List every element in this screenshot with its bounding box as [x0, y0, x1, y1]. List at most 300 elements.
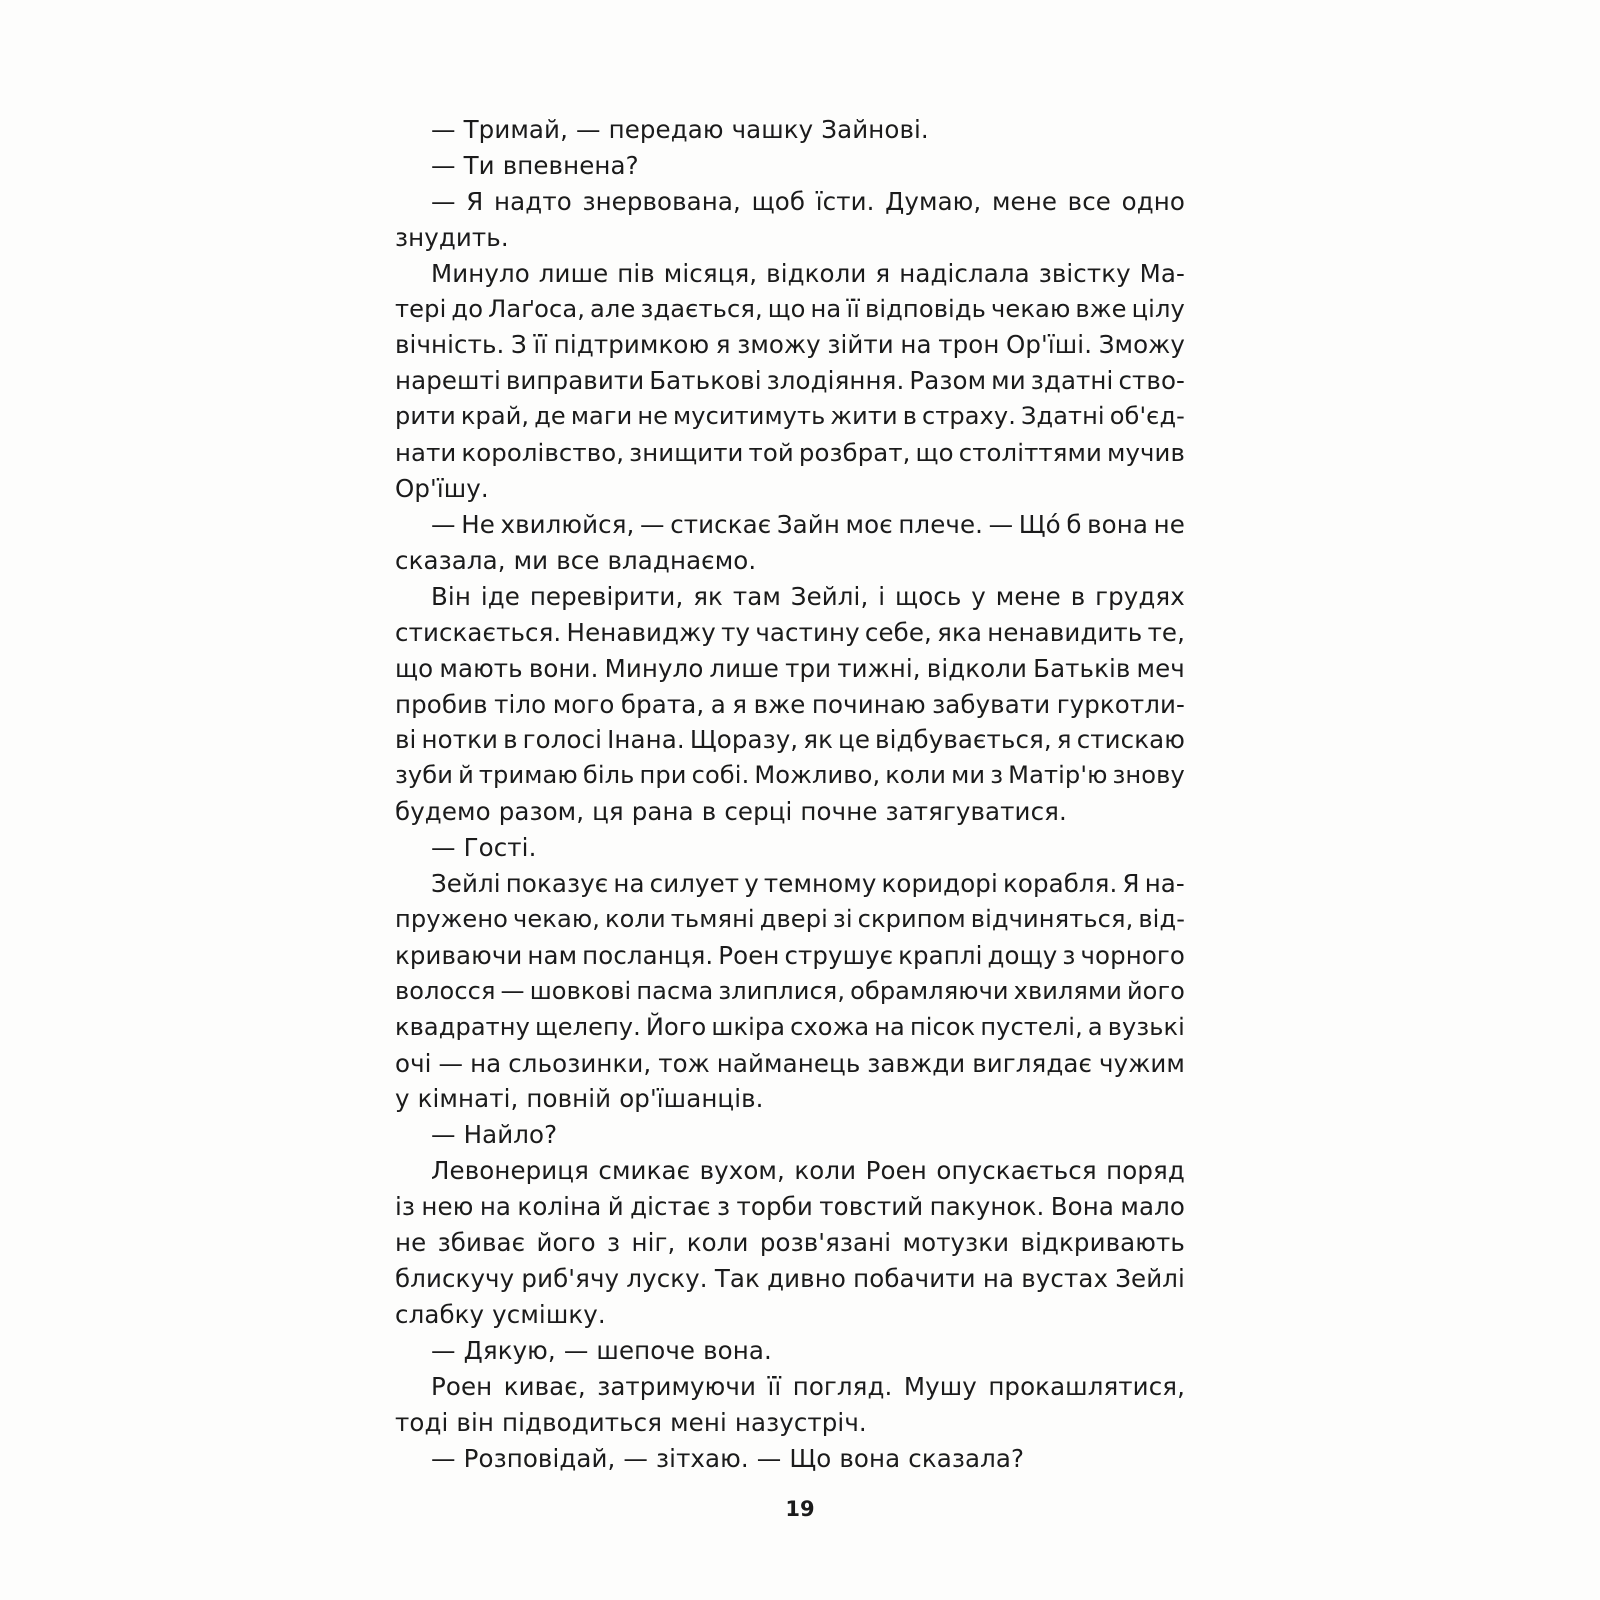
word: на: [479, 1192, 512, 1222]
text-line: [395, 543, 1185, 579]
word: Думаю,: [885, 186, 982, 216]
word: вони.: [528, 653, 599, 683]
word: чекаю,: [513, 904, 600, 933]
word: слабку: [395, 1299, 485, 1329]
word: на: [470, 1048, 502, 1078]
word: Здатні: [1020, 402, 1105, 431]
word: Батьків: [1033, 653, 1131, 683]
word: що: [767, 294, 806, 323]
word: —: [431, 1120, 456, 1150]
word: плече.: [898, 509, 983, 539]
word: посланця.: [582, 940, 714, 970]
word: —: [431, 833, 456, 863]
word: риб'ячу: [521, 1264, 620, 1293]
text-line: [395, 399, 1185, 435]
word: чужим: [1099, 1048, 1185, 1078]
word: опускається: [936, 1156, 1097, 1186]
word: з: [717, 1192, 731, 1222]
word: —: [623, 1443, 649, 1473]
word: підводиться: [502, 1407, 663, 1437]
word: владнаємо.: [607, 545, 757, 575]
word: Що: [789, 1443, 832, 1473]
text-line: [395, 722, 1185, 758]
word: починаю: [811, 689, 926, 719]
word: квадратну: [395, 1012, 530, 1041]
word: зійти: [827, 330, 894, 360]
word: Зейлі: [431, 869, 501, 899]
word: —: [756, 1443, 782, 1473]
word: жити: [830, 402, 898, 431]
word: його: [1126, 976, 1185, 1005]
word: будемо: [395, 797, 491, 827]
word: Вона: [1050, 1192, 1114, 1222]
word: вона: [839, 1443, 901, 1473]
word: до: [451, 294, 484, 323]
word: королівство,: [461, 438, 625, 468]
word: Найло?: [463, 1120, 558, 1150]
word: волосся: [395, 976, 496, 1005]
word: темному: [763, 869, 877, 899]
word: щось: [895, 581, 962, 611]
word: двері: [759, 904, 828, 933]
word: стискається.: [395, 617, 562, 647]
word: збиває: [437, 1228, 526, 1258]
word: б: [1066, 509, 1082, 539]
word: тері: [395, 294, 447, 323]
word: в: [503, 725, 518, 755]
word: мало: [1120, 1192, 1185, 1222]
word: меч: [1136, 653, 1185, 683]
word: Він: [431, 581, 471, 611]
word: Лаґоса,: [488, 294, 586, 323]
text-line: [395, 1010, 1185, 1046]
word: там: [732, 581, 781, 611]
word: Дякую,: [463, 1335, 556, 1365]
word: при: [639, 761, 687, 790]
word: виправити: [505, 366, 645, 396]
word: скрипом: [857, 904, 966, 933]
word: Розповідай,: [463, 1443, 616, 1473]
word: товстий: [819, 1192, 924, 1222]
word: ми: [991, 366, 1026, 396]
text-line: [395, 435, 1185, 471]
word: повній: [526, 1084, 612, 1114]
word: частину: [755, 617, 860, 647]
word: чекаю: [991, 294, 1071, 323]
word: пів: [617, 258, 655, 288]
word: шепоче: [596, 1335, 696, 1365]
word: впевнена?: [502, 150, 639, 180]
text-line: [395, 1189, 1185, 1225]
word: знервована,: [582, 186, 741, 216]
word: стискаю: [1076, 725, 1185, 755]
word: —: [431, 150, 456, 180]
text-line: [395, 148, 1185, 184]
text-line: [395, 1046, 1185, 1082]
word: брата,: [620, 689, 705, 719]
word: дощу: [987, 940, 1058, 970]
word: на: [900, 330, 932, 360]
word: ми: [513, 545, 549, 575]
text-line: [395, 1261, 1185, 1297]
word: рити: [395, 402, 456, 431]
word: вустах: [1021, 1264, 1109, 1293]
word: нарешті: [395, 366, 501, 396]
word: показує: [505, 869, 609, 899]
text-line: [395, 507, 1185, 543]
text-line: [395, 363, 1185, 399]
word: шовкові: [529, 976, 632, 1005]
word: надто: [494, 186, 572, 216]
word: й: [458, 761, 474, 790]
text-line: [395, 112, 1185, 148]
word: що: [395, 653, 434, 683]
word: відколи: [926, 653, 1028, 683]
word: коліна: [517, 1192, 602, 1222]
text-line: [395, 687, 1185, 723]
word: знищити: [629, 438, 744, 468]
text-line: [395, 184, 1185, 220]
word: сказала?: [908, 1443, 1025, 1473]
word: їсти.: [815, 186, 875, 216]
word: її: [846, 294, 860, 323]
text-line: [395, 579, 1185, 615]
word: той: [748, 438, 794, 468]
word: ту: [721, 617, 751, 647]
word: тож: [658, 1048, 710, 1078]
word: блискучу: [395, 1264, 515, 1293]
word: від-: [1138, 904, 1185, 933]
word: одно: [1121, 186, 1185, 216]
word: Я: [466, 186, 484, 216]
word: мого: [552, 689, 615, 719]
word: відкривають: [1020, 1228, 1185, 1258]
word: виглядає: [972, 1048, 1093, 1078]
word: усмішку.: [492, 1299, 606, 1329]
word: Зайнові.: [821, 115, 929, 144]
word: очі: [395, 1048, 432, 1078]
word: зітхаю.: [656, 1443, 749, 1473]
text-line: [395, 471, 1185, 507]
word: відповідь: [864, 294, 986, 323]
text-line: [395, 866, 1185, 902]
word: ненавидить: [987, 617, 1143, 647]
word: знудить.: [395, 222, 509, 252]
word: пробив: [395, 689, 488, 719]
word: три: [785, 653, 832, 683]
word: місяця,: [663, 258, 758, 288]
word: ми: [951, 761, 986, 790]
word: забувати: [932, 689, 1051, 719]
word: моє: [845, 509, 893, 539]
text-line: [395, 1153, 1185, 1189]
word: вона.: [703, 1335, 772, 1365]
word: грудях: [1095, 581, 1185, 611]
word: Батькові: [649, 366, 762, 396]
word: він: [456, 1407, 494, 1437]
text-line: [395, 938, 1185, 974]
word: не: [1153, 509, 1185, 539]
text-line: [395, 830, 1185, 866]
word: все: [556, 545, 600, 575]
word: лише: [709, 653, 779, 683]
word: зможу: [737, 330, 821, 360]
word: де: [534, 402, 566, 431]
word: затягуватися.: [885, 797, 1067, 827]
word: його: [536, 1228, 596, 1258]
word: шкіра: [711, 1012, 786, 1041]
word: Ненавиджу: [566, 617, 716, 647]
word: відчиняться,: [970, 904, 1134, 933]
word: киває,: [503, 1371, 586, 1401]
word: Його: [645, 1012, 707, 1041]
word: Минуло: [604, 653, 704, 683]
word: мені: [670, 1407, 727, 1437]
word: —: [988, 509, 1014, 539]
text-line: [395, 1405, 1185, 1441]
word: Можливо,: [754, 761, 881, 790]
word: я: [715, 330, 731, 360]
text-line: [395, 256, 1185, 292]
word: але: [590, 294, 636, 323]
word: нею: [421, 1192, 474, 1222]
word: коридорі: [881, 869, 998, 899]
word: мене: [991, 186, 1058, 216]
word: це: [838, 725, 870, 755]
word: коли: [885, 761, 947, 790]
word: почне: [800, 797, 878, 827]
word: Не: [461, 509, 495, 539]
word: Роен: [431, 1371, 493, 1401]
word: століттями: [958, 438, 1102, 468]
word: Щó: [1018, 509, 1061, 539]
word: яка: [937, 617, 983, 647]
text-line: [395, 327, 1185, 363]
word: Щоразу,: [689, 725, 799, 755]
word: коли: [604, 904, 666, 933]
text-line: [395, 615, 1185, 651]
word: ця: [592, 797, 624, 827]
word: нам: [527, 940, 578, 970]
word: розбрат,: [798, 438, 911, 468]
text-line: [395, 758, 1185, 794]
word: щелепу.: [534, 1012, 641, 1041]
word: в: [701, 797, 717, 827]
word: серці: [724, 797, 793, 827]
word: Роен: [865, 1156, 927, 1186]
text-line: [395, 1081, 1185, 1117]
word: —: [431, 1443, 456, 1473]
word: лише: [538, 258, 609, 288]
word: Ор'їші.: [1006, 330, 1093, 360]
word: ніг,: [631, 1228, 676, 1258]
word: —: [431, 1335, 456, 1365]
word: а: [710, 689, 726, 719]
body-text: [395, 112, 1185, 1476]
word: дивно: [767, 1264, 846, 1293]
word: Мушу: [903, 1371, 977, 1401]
word: Зможу: [1098, 330, 1185, 360]
word: краплі: [898, 940, 983, 970]
word: у: [395, 1084, 410, 1114]
word: силует: [649, 869, 740, 899]
word: —: [438, 1048, 464, 1078]
word: в: [902, 402, 917, 431]
word: край,: [460, 402, 530, 431]
word: голосі: [522, 725, 603, 755]
word: мають: [439, 653, 523, 683]
word: криваючи: [395, 940, 523, 970]
word: стискає: [670, 509, 772, 539]
text-line: [395, 1333, 1185, 1369]
text-line: [395, 1369, 1185, 1405]
text-line: [395, 1441, 1185, 1477]
word: хвилями: [1013, 976, 1122, 1005]
word: ві: [395, 725, 417, 755]
word: пружено: [395, 904, 509, 933]
word: я: [875, 258, 891, 288]
word: тіло: [494, 689, 547, 719]
word: тьмяні: [670, 904, 755, 933]
word: чашку: [731, 115, 814, 144]
word: з: [1062, 940, 1076, 970]
word: хвилюйся,: [500, 509, 635, 539]
word: підтримкою: [553, 330, 710, 360]
word: тоді: [395, 1407, 449, 1437]
word: те,: [1147, 617, 1185, 647]
word: обрамляючи: [850, 976, 1009, 1005]
word: злиплися,: [718, 976, 846, 1005]
word: звістку: [1038, 258, 1131, 288]
text-line: [395, 1117, 1185, 1153]
text-line: [395, 220, 1185, 256]
word: і: [878, 581, 886, 611]
word: злодіяння.: [766, 366, 905, 396]
word: біль: [582, 761, 635, 790]
word: нотки: [421, 725, 499, 755]
word: тижні,: [837, 653, 921, 683]
word: з: [990, 761, 1004, 790]
word: торби: [736, 1192, 813, 1222]
word: корабля.: [1002, 869, 1118, 899]
word: не: [637, 402, 669, 431]
word: назустріч.: [734, 1407, 867, 1437]
word: З: [511, 330, 527, 360]
word: —: [575, 115, 601, 144]
word: муситимуть: [673, 402, 826, 431]
word: сказала,: [395, 545, 506, 575]
word: смикає: [598, 1156, 691, 1186]
text-line: [395, 1225, 1185, 1261]
word: передаю: [608, 115, 724, 144]
word: Я: [1122, 869, 1140, 899]
word: вже: [753, 689, 806, 719]
word: страху.: [921, 402, 1016, 431]
word: коли: [686, 1228, 749, 1258]
word: надіслала: [899, 258, 1030, 288]
word: пасма: [636, 976, 714, 1005]
word: Інана.: [607, 725, 685, 755]
page-number: 19: [785, 1497, 815, 1521]
word: Тримай,: [463, 115, 568, 144]
word: поряд: [1106, 1156, 1185, 1186]
word: зуби: [395, 761, 454, 790]
text-line: [395, 794, 1185, 830]
word: —: [431, 115, 456, 144]
word: перевірити,: [529, 581, 684, 611]
word: вухом,: [699, 1156, 785, 1186]
word: відбувається,: [875, 725, 1052, 755]
word: Роен: [718, 940, 780, 970]
word: найманець: [716, 1048, 861, 1078]
word: Ти: [463, 150, 495, 180]
word: сльозинки,: [508, 1048, 652, 1078]
word: —: [500, 976, 525, 1005]
text-line: [395, 292, 1185, 328]
word: її: [767, 1371, 782, 1401]
word: разом,: [498, 797, 585, 827]
word: коли: [794, 1156, 857, 1186]
word: здатні: [1030, 366, 1114, 396]
word: дістає: [630, 1192, 711, 1222]
word: —: [431, 186, 456, 216]
word: ор'їшанців.: [619, 1084, 764, 1114]
word: її: [533, 330, 548, 360]
word: Зейлі: [1115, 1264, 1185, 1293]
word: нати: [395, 438, 457, 468]
word: —: [640, 509, 665, 539]
text-line: [395, 651, 1185, 687]
word: ство-: [1118, 366, 1185, 396]
word: гуркотли-: [1056, 689, 1185, 719]
word: вона: [1087, 509, 1149, 539]
word: —: [563, 1335, 589, 1365]
word: я: [732, 689, 748, 719]
word: на: [810, 294, 842, 323]
text-line: [395, 1297, 1185, 1333]
word: Зейлі,: [790, 581, 869, 611]
word: й: [607, 1192, 624, 1222]
word: у: [744, 869, 759, 899]
word: як: [803, 725, 833, 755]
word: цілу: [1131, 294, 1185, 323]
word: Разом: [909, 366, 987, 396]
word: —: [431, 509, 456, 539]
word: маги: [570, 402, 633, 431]
word: Зайн: [776, 509, 840, 539]
word: луску.: [626, 1264, 708, 1293]
word: пісок: [909, 1012, 976, 1041]
word: Ма-: [1139, 258, 1185, 288]
word: чорного: [1080, 940, 1185, 970]
word: відколи: [766, 258, 867, 288]
word: з: [607, 1228, 621, 1258]
word: із: [395, 1192, 416, 1222]
word: рана: [631, 797, 694, 827]
word: а: [1087, 1012, 1103, 1041]
word: щоб: [751, 186, 806, 216]
word: у: [971, 581, 986, 611]
word: на: [982, 1264, 1015, 1293]
word: себе,: [864, 617, 932, 647]
word: як: [693, 581, 723, 611]
word: трон: [938, 330, 1000, 360]
word: затримуючи: [597, 1371, 756, 1401]
word: все: [1067, 186, 1111, 216]
word: Так: [714, 1264, 760, 1293]
word: здається,: [640, 294, 763, 323]
word: мене: [995, 581, 1061, 611]
